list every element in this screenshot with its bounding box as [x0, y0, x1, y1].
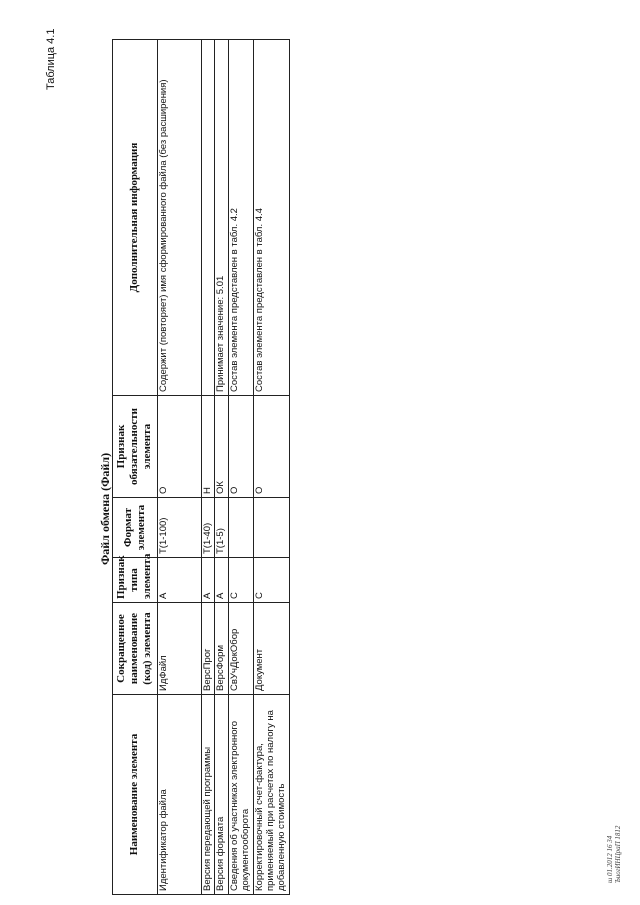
element-format [254, 498, 290, 558]
stamp-line: ш 01.2012 16 34 [606, 835, 614, 883]
column-header: Дополнительная информация [113, 40, 158, 396]
element-code: СвУчДокОбор [229, 603, 254, 695]
column-header: Формат элемента [113, 498, 158, 558]
element-type: С [254, 558, 290, 603]
scan-stamp [606, 826, 623, 883]
stamp-line: ЪиогИНЦраП 1812 [614, 825, 623, 883]
element-type: А [157, 558, 201, 603]
element-info [201, 40, 215, 396]
table-row [157, 40, 201, 895]
element-name: Идентификатор файла [157, 695, 201, 895]
element-code: ИдФайл [157, 603, 201, 695]
data-table [112, 39, 290, 895]
table-row [201, 40, 215, 895]
element-required: О [254, 396, 290, 498]
element-format [229, 498, 254, 558]
element-info: Состав элемента представлен в табл. 4.4 [254, 40, 290, 396]
element-code: ВерсФорм [215, 603, 229, 695]
table-title: Файл обмена (Файл) [98, 452, 112, 565]
element-info: Состав элемента представлен в табл. 4.2 [229, 40, 254, 396]
element-code: ВерсПрог [201, 603, 215, 695]
element-name: Версия формата [215, 695, 229, 895]
element-name: Версия передающей программы [201, 695, 215, 895]
element-format: Т(1-40) [201, 498, 215, 558]
element-code: Документ [254, 603, 290, 695]
element-type: А [201, 558, 215, 603]
element-type: С [229, 558, 254, 603]
element-format: Т(1-5) [215, 498, 229, 558]
element-required: О [229, 396, 254, 498]
column-header: Наименование элемента [113, 695, 158, 895]
column-header: Признак обязательности элемента [113, 396, 158, 498]
table-row [215, 40, 229, 895]
table-row [254, 40, 290, 895]
element-type: А [215, 558, 229, 603]
element-required: Н [201, 396, 215, 498]
table-header-row [113, 40, 158, 895]
column-header: Сокращенное наименование (код) элемента [113, 603, 158, 695]
element-name: Сведения об участниках электронного документооборота [229, 695, 254, 895]
column-header: Признак типа элемента [113, 558, 158, 603]
table-row [229, 40, 254, 895]
element-info: Содержит (повторяет) имя сформированного файла (без расширения) [157, 40, 201, 396]
table-number-label: Таблица 4.1 [45, 28, 57, 90]
element-info: Принимает значение: 5.01 [215, 40, 229, 396]
element-required: О [157, 396, 201, 498]
element-required: ОК [215, 396, 229, 498]
element-format: Т(1-100) [157, 498, 201, 558]
element-name: Корректировочный счет-фактура, применяемый при расчетах по налогу на добавленную стоимость [254, 695, 290, 895]
